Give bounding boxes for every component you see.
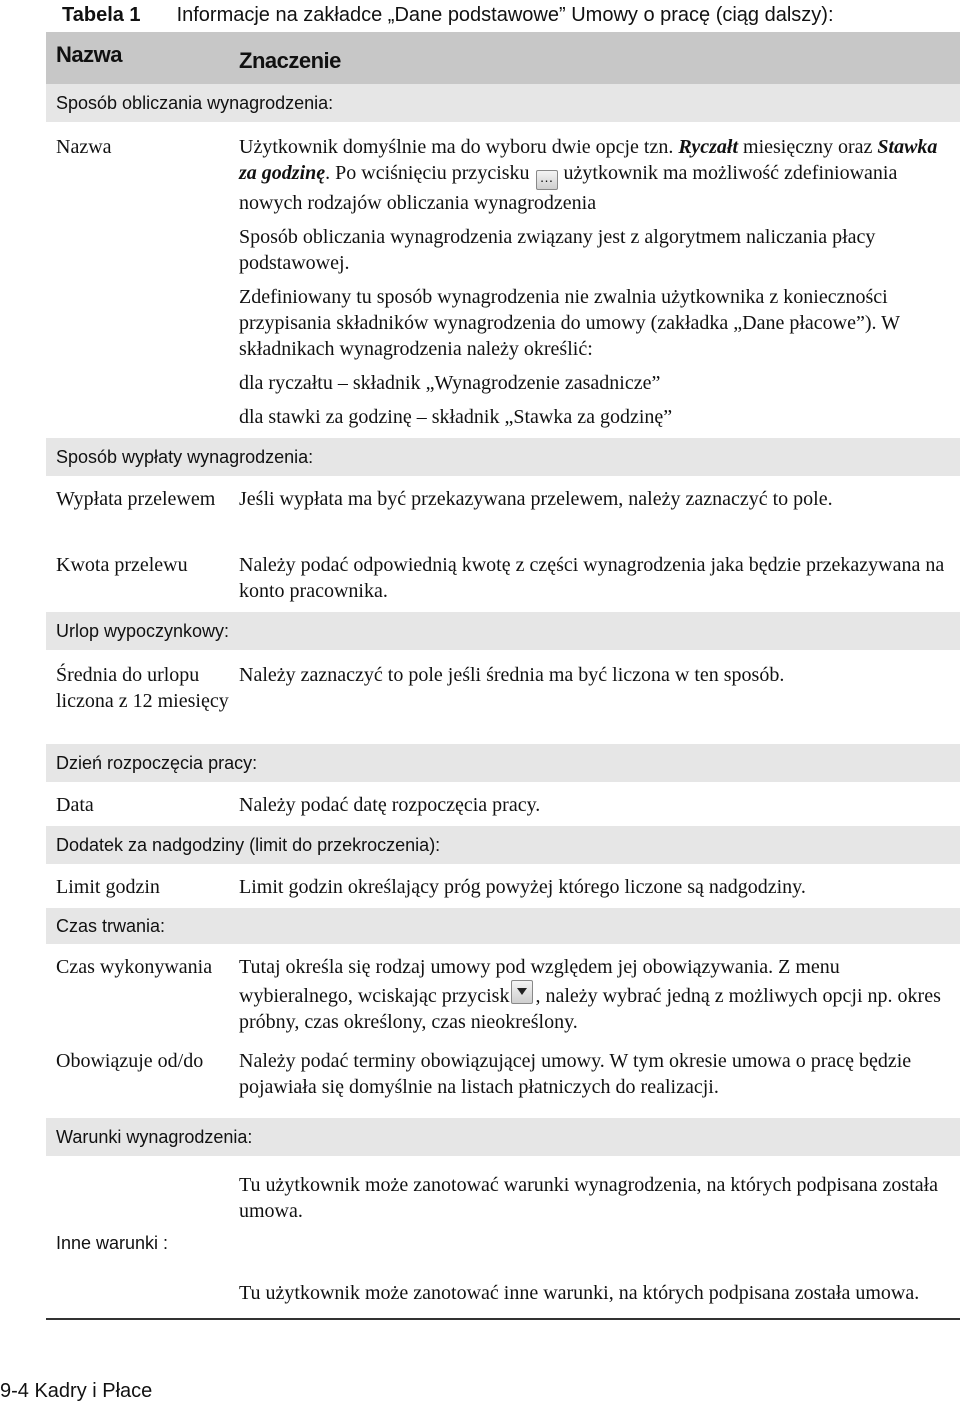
table-row [46,782,960,826]
row-value [229,954,949,1048]
section-header: Sposób obliczania wynagrodzenia: [46,84,960,122]
text-emphasis: Ryczałt [678,136,739,158]
row-value: Należy zaznaczyć to pole jeśli średnia ma być liczona w ten sposób. [239,664,785,686]
table-row [46,864,960,908]
paragraph: Sposób obliczania wynagrodzenia związany jest z algorytmem naliczania płacy podstawowej. [239,226,876,274]
row-name [46,1280,229,1330]
row-name: Średnia do urlopu liczona z 12 miesięcy [56,664,229,712]
row-value: Jeśli wypłata ma być przekazywana przelewem, należy zaznaczyć to pole. [239,488,833,510]
table-number: Tabela 1 [62,3,141,26]
table-bottom-rule [46,1318,960,1320]
paragraph: Zdefiniowany tu sposób wynagrodzenia nie zwalnia użytkownika z konieczności przypisania składników wynagrodzenia do umowy (zakładka „Dane płacowe”). W składnikach wynagrodzenia należy określić: [239,286,900,360]
section-header: Warunki wynagrodzenia: [46,1118,960,1156]
table-title: Informacje na zakładce „Dane podstawowe” Umowy o pracę (ciąg dalszy): [176,3,834,26]
row-name: Czas wykonywania [56,956,213,978]
row-value: Należy podać datę rozpoczęcia pracy. [239,794,541,816]
info-table [46,32,960,1330]
text: Użytkownik domyślnie ma do wyboru dwie opcje tzn. [239,136,679,158]
row-value: Tu użytkownik może zanotować inne warunki, na których podpisana została umowa. [239,1282,920,1304]
text: użytkownik ma możliwość zdefiniowania nowych rodzajów obliczania wynagrodzenia [239,162,898,214]
text: , należy wybrać jedną z możliwych opcji np. okres próbny, czas określony, czas nieokreślony. [239,985,941,1033]
section-header: Czas trwania: [46,908,960,944]
table-row [46,476,960,542]
row-value [229,1230,949,1262]
row-value: Tu użytkownik może zanotować warunki wynagrodzenia, na których podpisana została umowa. [239,1174,939,1222]
header-name: Nazwa [56,42,122,67]
paragraph [239,134,949,216]
row-value: Należy podać terminy obowiązującej umowy. W tym okresie umowa o pracę będzie pojawiała się domyślnie na listach płatniczych do realizacji. [239,1050,912,1098]
row-name: Data [56,794,94,816]
paragraph: dla ryczałtu – składnik „Wynagrodzenie zasadnicze” [239,372,661,394]
text: miesięczny oraz [738,136,878,158]
dropdown-arrow-icon [511,980,533,1004]
table-header [46,32,960,84]
ellipsis-button-icon: … [536,170,558,190]
table-row [46,542,960,612]
row-value: Należy podać odpowiednią kwotę z części wynagrodzenia jaka będzie przekazywana na konto pracownika. [239,554,945,602]
text-emphasis: Stawka za godzinę [239,136,938,184]
text: Tutaj określa się rodzaj umowy pod względem jej obowiązywania. Z menu wybieralnego, wciskając przycisk [239,956,840,1007]
row-name: Obowiązuje od/do [56,1050,204,1072]
header-meaning: Znaczenie [239,48,341,73]
row-name [46,1172,229,1224]
row-name: Kwota przelewu [56,554,188,576]
table-row [46,650,960,744]
section-header: Sposób wypłaty wynagrodzenia: [46,438,960,476]
section-header: Urlop wypoczynkowy: [46,612,960,650]
table-row [46,944,960,1048]
table-row [46,1156,960,1224]
row-name: Limit godzin [56,876,160,898]
table-row [46,1048,960,1118]
row-name: Wypłata przelewem [56,488,216,510]
paragraph: dla stawki za godzinę – składnik „Stawka za godzinę” [239,406,673,428]
row-value [229,134,949,438]
table-row [46,1224,960,1262]
row-name: Inne warunki : [56,1233,169,1253]
text: . Po wciśnięciu przycisku [325,162,530,184]
page-footer: 9-4 Kadry i Płace [0,1380,153,1402]
row-name: Nazwa [56,136,112,158]
section-header: Dodatek za nadgodziny (limit do przekroczenia): [46,826,960,864]
row-value: Limit godzin określający próg powyżej którego liczone są nadgodziny. [239,876,806,898]
section-header: Dzień rozpoczęcia pracy: [46,744,960,782]
table-row [46,122,960,438]
table-caption [62,0,834,30]
